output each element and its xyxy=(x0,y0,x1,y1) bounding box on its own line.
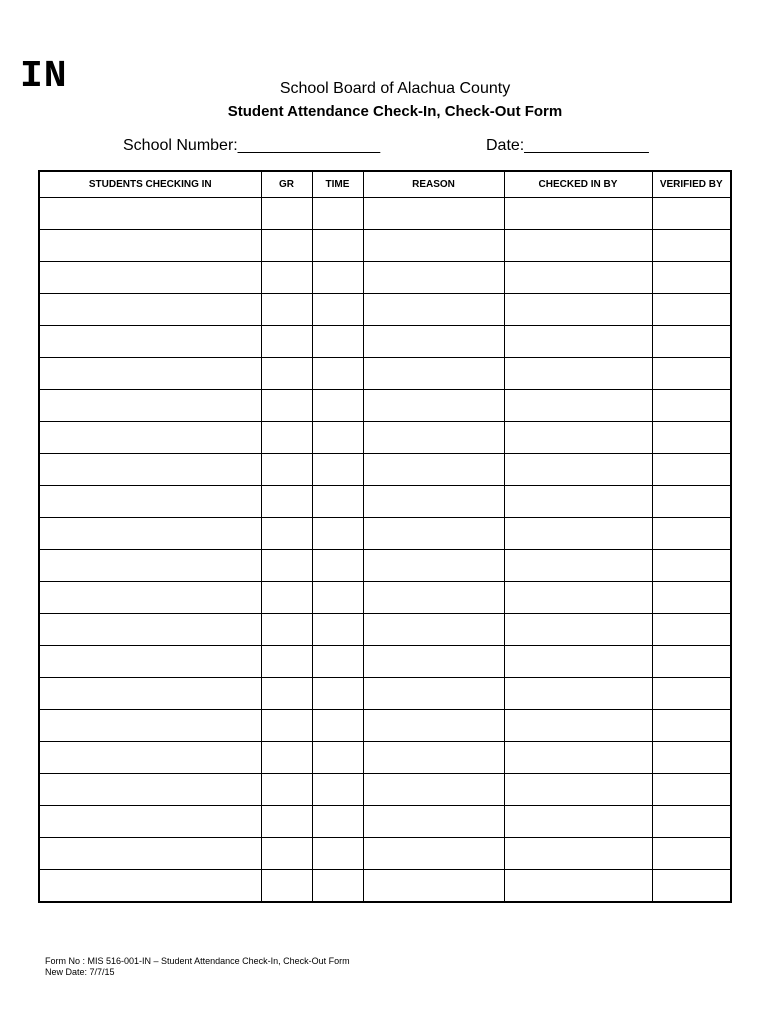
verified-by-cell[interactable] xyxy=(652,262,731,294)
time-cell[interactable] xyxy=(312,806,363,838)
verified-by-cell[interactable] xyxy=(652,582,731,614)
student-cell[interactable] xyxy=(39,198,261,230)
table-row xyxy=(39,582,731,614)
verified-by-cell[interactable] xyxy=(652,230,731,262)
checked-in-by-cell[interactable] xyxy=(504,326,652,358)
verified-by-cell[interactable] xyxy=(652,454,731,486)
checked-in-by-cell[interactable] xyxy=(504,358,652,390)
reason-cell[interactable] xyxy=(363,710,504,742)
grade-cell[interactable] xyxy=(261,614,312,646)
grade-cell[interactable] xyxy=(261,294,312,326)
form-type-mark: IN xyxy=(20,55,68,98)
student-cell[interactable] xyxy=(39,774,261,806)
reason-cell[interactable] xyxy=(363,774,504,806)
table-row xyxy=(39,358,731,390)
table-header-row xyxy=(39,171,731,198)
table-row xyxy=(39,198,731,230)
grade-cell[interactable] xyxy=(261,422,312,454)
table-row xyxy=(39,326,731,358)
reason-cell[interactable] xyxy=(363,358,504,390)
checked-in-by-cell[interactable] xyxy=(504,230,652,262)
grade-cell[interactable] xyxy=(261,678,312,710)
time-cell[interactable] xyxy=(312,646,363,678)
reason-cell[interactable] xyxy=(363,518,504,550)
table-row xyxy=(39,390,731,422)
verified-by-cell[interactable] xyxy=(652,614,731,646)
reason-cell[interactable] xyxy=(363,486,504,518)
grade-cell[interactable] xyxy=(261,870,312,903)
verified-by-cell[interactable] xyxy=(652,838,731,870)
table-row xyxy=(39,870,731,903)
table-row xyxy=(39,614,731,646)
checked-in-by-cell[interactable] xyxy=(504,262,652,294)
time-cell[interactable] xyxy=(312,294,363,326)
reason-cell[interactable] xyxy=(363,870,504,903)
grade-cell[interactable] xyxy=(261,326,312,358)
grade-cell[interactable] xyxy=(261,742,312,774)
reason-cell[interactable] xyxy=(363,550,504,582)
checked-in-by-cell[interactable] xyxy=(504,550,652,582)
checked-in-by-cell[interactable] xyxy=(504,806,652,838)
reason-cell[interactable] xyxy=(363,390,504,422)
student-cell[interactable] xyxy=(39,742,261,774)
grade-cell[interactable] xyxy=(261,486,312,518)
table-row xyxy=(39,230,731,262)
time-cell[interactable] xyxy=(312,582,363,614)
student-cell[interactable] xyxy=(39,358,261,390)
verified-by-cell[interactable] xyxy=(652,550,731,582)
grade-cell[interactable] xyxy=(261,390,312,422)
verified-by-cell[interactable] xyxy=(652,678,731,710)
time-cell[interactable] xyxy=(312,486,363,518)
date-field[interactable]: Date:______________ xyxy=(486,137,649,154)
table-row xyxy=(39,550,731,582)
col-header-grade: GR xyxy=(261,171,312,198)
checked-in-by-cell[interactable] xyxy=(504,742,652,774)
school-number-field[interactable]: School Number:________________ xyxy=(123,137,381,154)
time-cell[interactable] xyxy=(312,838,363,870)
table-row xyxy=(39,262,731,294)
student-cell[interactable] xyxy=(39,582,261,614)
student-cell[interactable] xyxy=(39,614,261,646)
student-cell[interactable] xyxy=(39,838,261,870)
attendance-table xyxy=(38,170,732,903)
grade-cell[interactable] xyxy=(261,550,312,582)
revision-date: New Date: 7/7/15 xyxy=(45,967,115,977)
table-row xyxy=(39,422,731,454)
checked-in-by-cell[interactable] xyxy=(504,454,652,486)
grade-cell[interactable] xyxy=(261,454,312,486)
verified-by-cell[interactable] xyxy=(652,358,731,390)
time-cell[interactable] xyxy=(312,230,363,262)
verified-by-cell[interactable] xyxy=(652,710,731,742)
verified-by-cell[interactable] xyxy=(652,774,731,806)
verified-by-cell[interactable] xyxy=(652,646,731,678)
time-cell[interactable] xyxy=(312,390,363,422)
checked-in-by-cell[interactable] xyxy=(504,582,652,614)
student-cell[interactable] xyxy=(39,326,261,358)
table-row xyxy=(39,742,731,774)
verified-by-cell[interactable] xyxy=(652,486,731,518)
verified-by-cell[interactable] xyxy=(652,390,731,422)
student-cell[interactable] xyxy=(39,550,261,582)
reason-cell[interactable] xyxy=(363,838,504,870)
student-cell[interactable] xyxy=(39,710,261,742)
grade-cell[interactable] xyxy=(261,646,312,678)
student-cell[interactable] xyxy=(39,518,261,550)
reason-cell[interactable] xyxy=(363,422,504,454)
table-row xyxy=(39,806,731,838)
checked-in-by-cell[interactable] xyxy=(504,870,652,903)
grade-cell[interactable] xyxy=(261,806,312,838)
form-title: Student Attendance Check-In, Check-Out Form xyxy=(227,103,563,120)
student-cell[interactable] xyxy=(39,486,261,518)
grade-cell[interactable] xyxy=(261,838,312,870)
checked-in-by-cell[interactable] xyxy=(504,710,652,742)
col-header-students: STUDENTS CHECKING IN xyxy=(39,171,261,198)
table-row xyxy=(39,454,731,486)
time-cell[interactable] xyxy=(312,326,363,358)
verified-by-cell[interactable] xyxy=(652,422,731,454)
grade-cell[interactable] xyxy=(261,230,312,262)
reason-cell[interactable] xyxy=(363,742,504,774)
form-number: Form No : MIS 516-001-IN – Student Attendance Check-In, Check-Out Form xyxy=(45,956,350,966)
time-cell[interactable] xyxy=(312,454,363,486)
time-cell[interactable] xyxy=(312,870,363,903)
col-header-time: TIME xyxy=(312,171,363,198)
grade-cell[interactable] xyxy=(261,710,312,742)
form-footer xyxy=(45,956,350,978)
reason-cell[interactable] xyxy=(363,806,504,838)
verified-by-cell[interactable] xyxy=(652,518,731,550)
grade-cell[interactable] xyxy=(261,198,312,230)
checked-in-by-cell[interactable] xyxy=(504,518,652,550)
time-cell[interactable] xyxy=(312,422,363,454)
verified-by-cell[interactable] xyxy=(652,326,731,358)
reason-cell[interactable] xyxy=(363,614,504,646)
grade-cell[interactable] xyxy=(261,262,312,294)
checked-in-by-cell[interactable] xyxy=(504,486,652,518)
reason-cell[interactable] xyxy=(363,582,504,614)
reason-cell[interactable] xyxy=(363,678,504,710)
table-row xyxy=(39,486,731,518)
table-row xyxy=(39,838,731,870)
grade-cell[interactable] xyxy=(261,518,312,550)
grade-cell[interactable] xyxy=(261,582,312,614)
grade-cell[interactable] xyxy=(261,774,312,806)
time-cell[interactable] xyxy=(312,262,363,294)
time-cell[interactable] xyxy=(312,614,363,646)
time-cell[interactable] xyxy=(312,774,363,806)
time-cell[interactable] xyxy=(312,742,363,774)
col-header-checked-in-by: CHECKED IN BY xyxy=(504,171,652,198)
table-row xyxy=(39,294,731,326)
checked-in-by-cell[interactable] xyxy=(504,198,652,230)
reason-cell[interactable] xyxy=(363,230,504,262)
table-body xyxy=(39,198,731,903)
checked-in-by-cell[interactable] xyxy=(504,774,652,806)
reason-cell[interactable] xyxy=(363,326,504,358)
organization-name: School Board of Alachua County xyxy=(279,80,511,97)
time-cell[interactable] xyxy=(312,678,363,710)
student-cell[interactable] xyxy=(39,870,261,903)
time-cell[interactable] xyxy=(312,358,363,390)
table-row xyxy=(39,518,731,550)
student-cell[interactable] xyxy=(39,230,261,262)
student-cell[interactable] xyxy=(39,390,261,422)
student-cell[interactable] xyxy=(39,646,261,678)
grade-cell[interactable] xyxy=(261,358,312,390)
table-row xyxy=(39,710,731,742)
student-cell[interactable] xyxy=(39,806,261,838)
time-cell[interactable] xyxy=(312,518,363,550)
checked-in-by-cell[interactable] xyxy=(504,678,652,710)
reason-cell[interactable] xyxy=(363,646,504,678)
checked-in-by-cell[interactable] xyxy=(504,390,652,422)
checked-in-by-cell[interactable] xyxy=(504,422,652,454)
time-cell[interactable] xyxy=(312,710,363,742)
time-cell[interactable] xyxy=(312,198,363,230)
checked-in-by-cell[interactable] xyxy=(504,646,652,678)
table-row xyxy=(39,646,731,678)
reason-cell[interactable] xyxy=(363,198,504,230)
verified-by-cell[interactable] xyxy=(652,294,731,326)
table-row xyxy=(39,678,731,710)
verified-by-cell[interactable] xyxy=(652,870,731,903)
student-cell[interactable] xyxy=(39,454,261,486)
student-cell[interactable] xyxy=(39,678,261,710)
time-cell[interactable] xyxy=(312,550,363,582)
checked-in-by-cell[interactable] xyxy=(504,294,652,326)
student-cell[interactable] xyxy=(39,422,261,454)
verified-by-cell[interactable] xyxy=(652,198,731,230)
student-cell[interactable] xyxy=(39,262,261,294)
table-row xyxy=(39,774,731,806)
reason-cell[interactable] xyxy=(363,262,504,294)
checked-in-by-cell[interactable] xyxy=(504,838,652,870)
verified-by-cell[interactable] xyxy=(652,806,731,838)
student-cell[interactable] xyxy=(39,294,261,326)
col-header-reason: REASON xyxy=(363,171,504,198)
col-header-verified-by: VERIFIED BY xyxy=(652,171,731,198)
reason-cell[interactable] xyxy=(363,294,504,326)
checked-in-by-cell[interactable] xyxy=(504,614,652,646)
reason-cell[interactable] xyxy=(363,454,504,486)
verified-by-cell[interactable] xyxy=(652,742,731,774)
